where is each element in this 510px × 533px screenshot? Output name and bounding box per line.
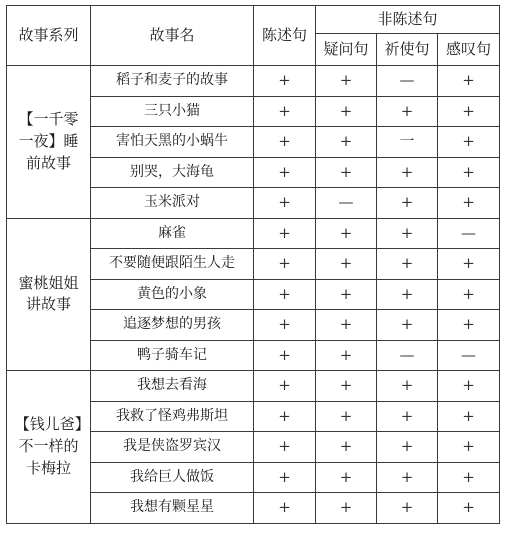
exclamatory-mark: + — [438, 279, 500, 310]
imperative-mark: + — [377, 401, 438, 432]
imperative-mark: — — [377, 66, 438, 97]
declarative-mark: + — [254, 249, 316, 280]
exclamatory-mark: + — [438, 66, 500, 97]
declarative-mark: + — [254, 462, 316, 493]
imperative-mark: + — [377, 432, 438, 463]
exclamatory-mark: — — [438, 218, 500, 249]
declarative-mark: + — [254, 310, 316, 341]
question-mark: + — [316, 432, 377, 463]
question-mark: + — [316, 249, 377, 280]
table-body — [7, 66, 500, 524]
story-name: 鸭子骑车记 — [91, 340, 254, 371]
header-row — [7, 6, 500, 34]
header-declarative: 陈述句 — [254, 6, 316, 66]
imperative-mark: + — [377, 188, 438, 219]
exclamatory-mark: + — [438, 493, 500, 524]
story-name: 麻雀 — [91, 218, 254, 249]
header-question: 疑问句 — [316, 34, 377, 66]
table-row — [7, 218, 500, 249]
question-mark: + — [316, 157, 377, 188]
question-mark: + — [316, 279, 377, 310]
story-name: 我给巨人做饭 — [91, 462, 254, 493]
header-story: 故事名 — [91, 6, 254, 66]
exclamatory-mark: + — [438, 462, 500, 493]
table-row — [7, 371, 500, 402]
declarative-mark: + — [254, 96, 316, 127]
story-name: 别哭，大海龟 — [91, 157, 254, 188]
table-row — [7, 66, 500, 97]
imperative-mark: 一 — [377, 127, 438, 158]
imperative-mark: + — [377, 218, 438, 249]
declarative-mark: + — [254, 218, 316, 249]
question-mark: + — [316, 371, 377, 402]
declarative-mark: + — [254, 157, 316, 188]
question-mark: + — [316, 96, 377, 127]
question-mark: + — [316, 340, 377, 371]
imperative-mark: + — [377, 279, 438, 310]
header-imperative: 祈使句 — [377, 34, 438, 66]
declarative-mark: + — [254, 340, 316, 371]
declarative-mark: + — [254, 279, 316, 310]
declarative-mark: + — [254, 493, 316, 524]
declarative-mark: + — [254, 371, 316, 402]
story-name: 玉米派对 — [91, 188, 254, 219]
exclamatory-mark: + — [438, 249, 500, 280]
imperative-mark: + — [377, 96, 438, 127]
header-series: 故事系列 — [7, 6, 91, 66]
exclamatory-mark: + — [438, 371, 500, 402]
exclamatory-mark: + — [438, 188, 500, 219]
story-name: 稻子和麦子的故事 — [91, 66, 254, 97]
question-mark: + — [316, 66, 377, 97]
exclamatory-mark: + — [438, 127, 500, 158]
series-cell: 【一千零一夜】睡前故事 — [7, 66, 91, 219]
story-name: 追逐梦想的男孩 — [91, 310, 254, 341]
declarative-mark: + — [254, 127, 316, 158]
imperative-mark: + — [377, 462, 438, 493]
imperative-mark: + — [377, 493, 438, 524]
series-cell: 【钱儿爸】不一样的卡梅拉 — [7, 371, 91, 524]
declarative-mark: + — [254, 401, 316, 432]
story-name: 不要随便跟陌生人走 — [91, 249, 254, 280]
story-name: 我想有颗星星 — [91, 493, 254, 524]
imperative-mark: — — [377, 340, 438, 371]
imperative-mark: + — [377, 157, 438, 188]
story-name: 我救了怪鸡弗斯坦 — [91, 401, 254, 432]
imperative-mark: + — [377, 249, 438, 280]
exclamatory-mark: + — [438, 310, 500, 341]
exclamatory-mark: + — [438, 157, 500, 188]
question-mark: + — [316, 401, 377, 432]
imperative-mark: + — [377, 371, 438, 402]
question-mark: + — [316, 493, 377, 524]
exclamatory-mark: + — [438, 432, 500, 463]
declarative-mark: + — [254, 66, 316, 97]
story-name: 我想去看海 — [91, 371, 254, 402]
question-mark: + — [316, 127, 377, 158]
imperative-mark: + — [377, 310, 438, 341]
story-name: 黄色的小象 — [91, 279, 254, 310]
story-name: 害怕天黑的小蜗牛 — [91, 127, 254, 158]
declarative-mark: + — [254, 432, 316, 463]
declarative-mark: + — [254, 188, 316, 219]
exclamatory-mark: + — [438, 401, 500, 432]
header-non-declarative: 非陈述句 — [316, 6, 500, 34]
header-exclamatory: 感叹句 — [438, 34, 500, 66]
question-mark: — — [316, 188, 377, 219]
question-mark: + — [316, 310, 377, 341]
question-mark: + — [316, 462, 377, 493]
exclamatory-mark: — — [438, 340, 500, 371]
series-cell: 蜜桃姐姐讲故事 — [7, 218, 91, 371]
story-name: 我是侠盗罗宾汉 — [91, 432, 254, 463]
exclamatory-mark: + — [438, 96, 500, 127]
sentence-type-table — [6, 5, 500, 524]
story-name: 三只小猫 — [91, 96, 254, 127]
question-mark: + — [316, 218, 377, 249]
